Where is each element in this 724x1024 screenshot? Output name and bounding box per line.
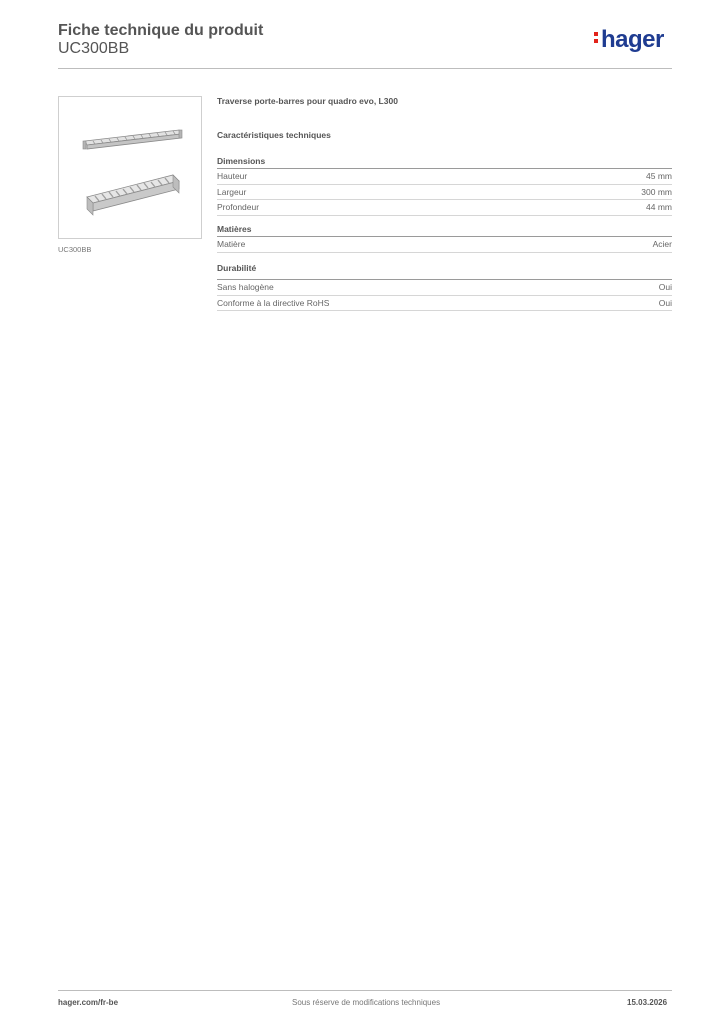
product-description: Traverse porte-barres pour quadro evo, L300 <box>217 96 398 106</box>
spec-label: Hauteur <box>217 171 248 182</box>
table-row <box>217 296 672 312</box>
hager-logo <box>594 28 664 52</box>
section-title-matieres: Matières <box>217 224 252 234</box>
product-code: UC300BB <box>58 40 130 57</box>
spec-table-matieres <box>217 236 672 253</box>
table-row <box>217 185 672 201</box>
footer-disclaimer: Sous réserve de modifications techniques <box>292 998 441 1007</box>
busbar-support-top-view <box>83 130 182 149</box>
busbar-support-illustration <box>59 97 201 238</box>
spec-value: 44 mm <box>646 202 672 213</box>
spec-value: 300 mm <box>641 186 672 197</box>
spec-label: Sans halogène <box>217 282 274 293</box>
page-title: Fiche technique du produit <box>58 22 264 39</box>
spec-value: Acier <box>652 239 672 250</box>
logo-dots-icon <box>594 31 599 45</box>
busbar-support-angled-view <box>87 175 179 215</box>
footer-divider <box>58 990 672 991</box>
spec-label: Largeur <box>217 186 247 197</box>
spec-value: Oui <box>658 297 672 308</box>
product-image <box>58 96 202 239</box>
spec-value: 45 mm <box>646 171 672 182</box>
section-title-durabilite: Durabilité <box>217 263 257 273</box>
table-row <box>217 169 672 185</box>
spec-label: Conforme à la directive RoHS <box>217 297 330 308</box>
spec-value: Oui <box>658 282 672 293</box>
table-row <box>217 200 672 216</box>
spec-label: Profondeur <box>217 202 260 213</box>
footer-date: 15.03.2026 <box>627 998 668 1007</box>
image-caption: UC300BB <box>58 245 92 254</box>
section-title-dimensions: Dimensions <box>217 156 266 166</box>
table-row <box>217 237 672 253</box>
header-divider <box>58 68 672 69</box>
spec-table-dimensions <box>217 168 672 216</box>
footer-website-link[interactable]: hager.com/fr-be <box>58 998 119 1007</box>
spec-title: Caractéristiques techniques <box>217 130 331 140</box>
logo-text: hager <box>601 26 664 53</box>
spec-table-durabilite <box>217 279 672 311</box>
table-row <box>217 280 672 296</box>
spec-label: Matière <box>217 239 246 250</box>
